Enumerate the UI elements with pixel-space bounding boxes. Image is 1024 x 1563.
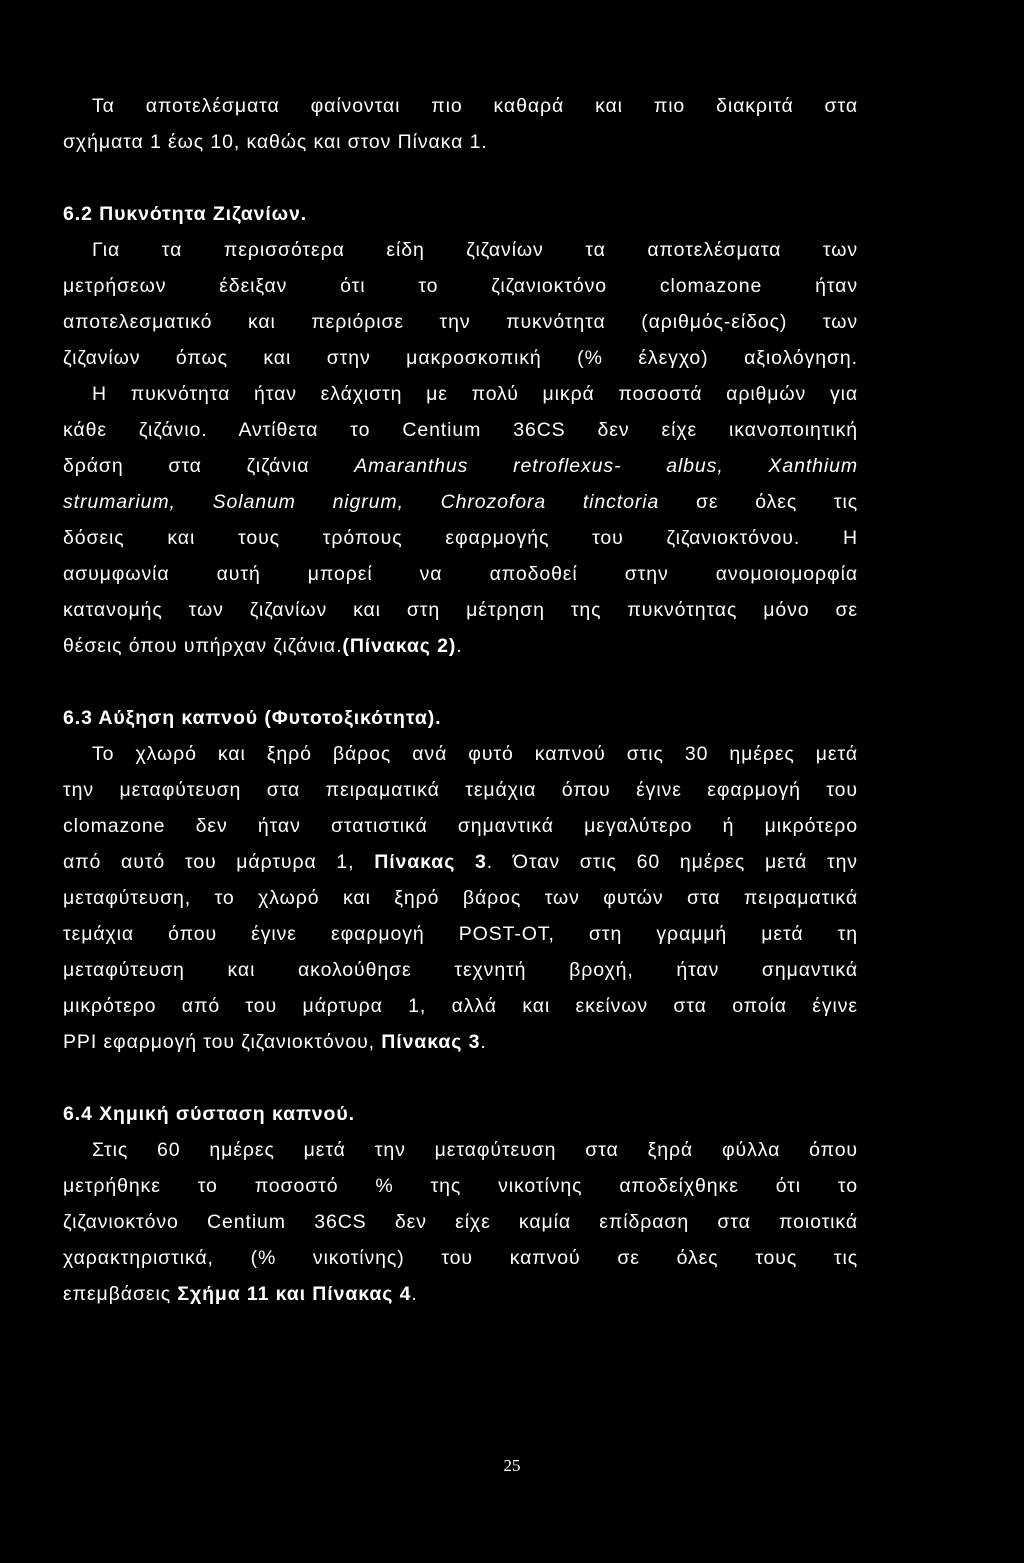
- body-text-line: δόσεις και τους τρόπους εφαρμογής του ζιζανιοκτόνου. Η: [63, 527, 858, 549]
- table-reference: Πίνακας 3: [381, 1031, 481, 1053]
- body-text-line: ζιζανιοκτόνο Centium 36CS δεν είχε καμία επίδραση στα ποιοτικά: [63, 1211, 858, 1233]
- text-span: από αυτό του μάρτυρα 1,: [63, 851, 375, 873]
- body-text-line: Η πυκνότητα ήταν ελάχιστη με πολύ μικρά ποσοστά αριθμών για: [92, 383, 858, 405]
- body-text-line: Τα αποτελέσματα φαίνονται πιο καθαρά και πιο διακριτά στα: [92, 95, 858, 117]
- body-text-line: [63, 484, 858, 520]
- body-text-line: ασυμφωνία αυτή μπορεί να αποδοθεί στην ανομοιομορφία: [63, 563, 858, 585]
- body-text-line: clomazone δεν ήταν στατιστικά σημαντικά μεγαλύτερο ή μικρότερο: [63, 815, 858, 837]
- text-span: .: [480, 1031, 487, 1053]
- paragraph-gap: [63, 1060, 858, 1096]
- body-text-line: κάθε ζιζάνιο. Αντίθετα το Centium 36CS δεν είχε ικανοποιητική: [63, 419, 858, 441]
- body-text-line: [63, 448, 858, 484]
- table-reference: (Πίνακας 2): [342, 635, 457, 657]
- species-names-italic: Amaranthus retroflexus- albus, Xanthium: [354, 455, 858, 477]
- section-heading-6-3: 6.3 Αύξηση καπνού (Φυτοτοξικότητα).: [63, 707, 442, 729]
- text-span: θέσεις όπου υπήρχαν ζιζάνια.: [63, 635, 343, 657]
- body-text-line: μεταφύτευση, το χλωρό και ξηρό βάρος των φυτών στα πειραματικά: [63, 887, 858, 909]
- page-number: 25: [503, 1456, 521, 1475]
- text-span: .: [456, 635, 463, 657]
- text-span: PPI εφαρμογή του ζιζανιοκτόνου,: [63, 1031, 382, 1053]
- body-text-line: αποτελεσματικό και περιόρισε την πυκνότητα (αριθμός-είδος) των: [63, 311, 858, 333]
- paragraph-gap: [63, 664, 858, 700]
- table-reference: Πίνακας 3: [374, 851, 487, 873]
- body-text-line: Το χλωρό και ξηρό βάρος ανά φυτό καπνού στις 30 ημέρες μετά: [92, 743, 858, 765]
- section-heading-6-2: 6.2 Πυκνότητα Ζιζανίων.: [63, 203, 308, 225]
- body-text-line: Στις 60 ημέρες μετά την μεταφύτευση στα ξηρά φύλλα όπου: [92, 1139, 858, 1161]
- body-text-line: μετρήσεων έδειξαν ότι το ζιζανιοκτόνο clomazone ήταν: [63, 275, 858, 297]
- document-page: [63, 88, 858, 1312]
- body-text-line: τεμάχια όπου έγινε εφαρμογή POST-OT, στη γραμμή μετά τη: [63, 923, 858, 945]
- body-text-line: χαρακτηριστικά, (% νικοτίνης) του καπνού σε όλες τους τις: [63, 1247, 858, 1269]
- text-span: . Όταν στις 60 ημέρες μετά την: [486, 851, 858, 873]
- text-span: δράση στα ζιζάνια: [63, 455, 355, 477]
- species-names-italic: strumarium, Solanum nigrum, Chrozofora tinctoria: [63, 491, 660, 513]
- text-span: σε όλες τις: [659, 491, 858, 513]
- body-text-line: [63, 628, 858, 664]
- figure-table-reference: Σχήμα 11 και Πίνακας 4: [177, 1283, 412, 1305]
- body-text-line: [63, 1276, 858, 1312]
- body-text-line: μετρήθηκε το ποσοστό % της νικοτίνης αποδείχθηκε ότι το: [63, 1175, 858, 1197]
- body-text-line: μεταφύτευση και ακολούθησε τεχνητή βροχή, ήταν σημαντικά: [63, 959, 858, 981]
- body-text-line: ζιζανίων όπως και στην μακροσκοπική (% έλεγχο) αξιολόγηση.: [63, 347, 858, 369]
- body-text-line: την μεταφύτευση στα πειραματικά τεμάχια όπου έγινε εφαρμογή του: [63, 779, 858, 801]
- paragraph-gap: [63, 160, 858, 196]
- section-heading-6-4: 6.4 Χημική σύσταση καπνού.: [63, 1103, 355, 1125]
- text-span: .: [411, 1283, 418, 1305]
- body-text-line: [63, 1024, 858, 1060]
- body-text-line: μικρότερο από του μάρτυρα 1, αλλά και εκείνων στα οποία έγινε: [63, 995, 858, 1017]
- text-span: επεμβάσεις: [63, 1283, 178, 1305]
- body-text-line: Για τα περισσότερα είδη ζιζανίων τα αποτελέσματα των: [92, 239, 858, 261]
- body-text-line: κατανομής των ζιζανίων και στη μέτρηση της πυκνότητας μόνο σε: [63, 599, 858, 621]
- body-text-line: [63, 844, 858, 880]
- body-text-line: σχήματα 1 έως 10, καθώς και στον Πίνακα 1.: [63, 131, 488, 153]
